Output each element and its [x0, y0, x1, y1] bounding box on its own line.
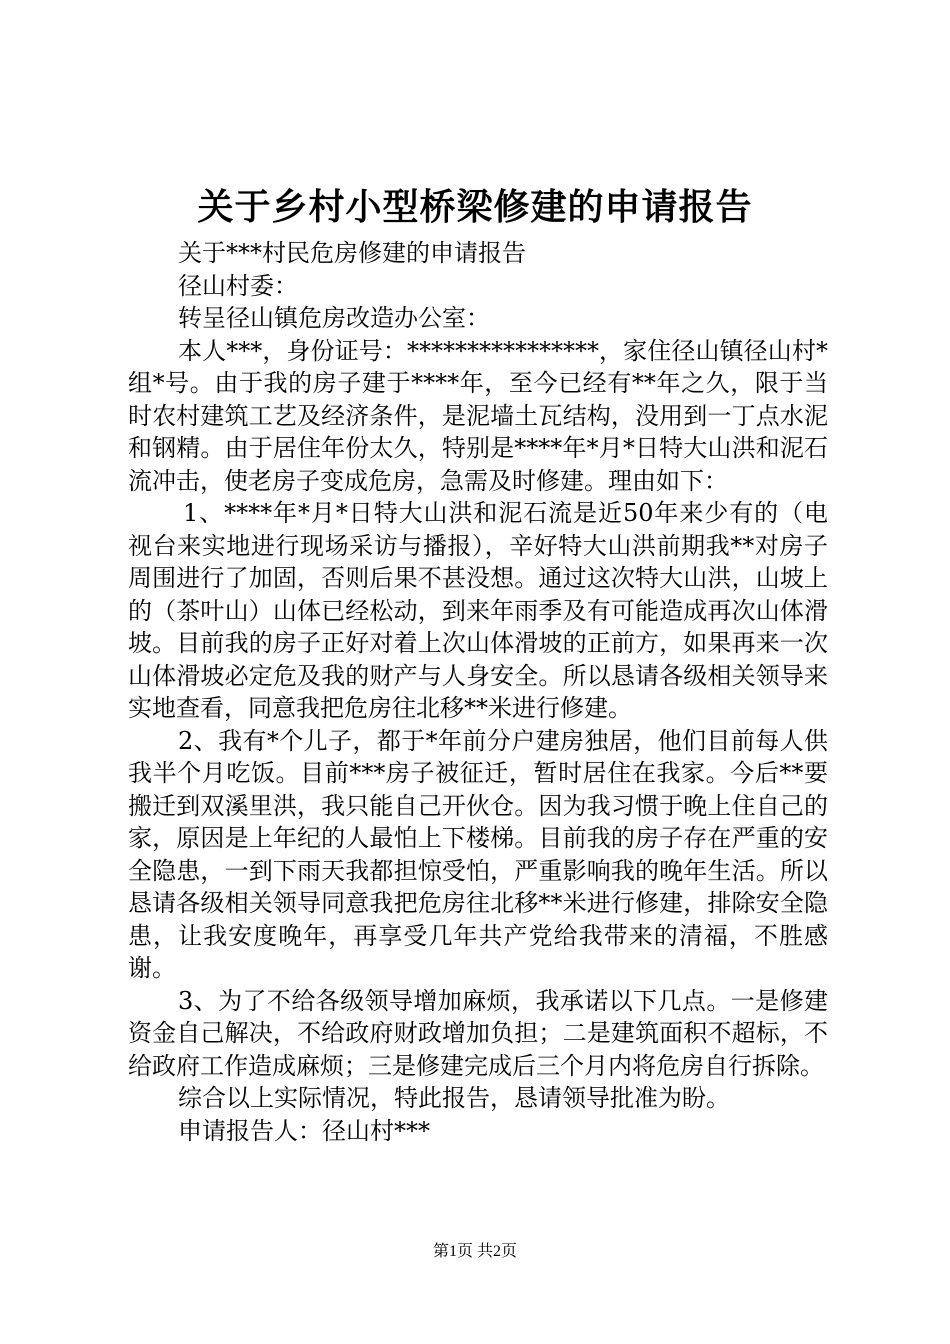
- paragraph-conclusion: 综合以上实际情况，特此报告，恳请领导批准为盼。: [178, 1084, 730, 1112]
- paragraph-recipient-2: 转呈径山镇危房改造办公室：: [178, 304, 490, 332]
- paragraph-reason-3: 3、为了不给各级领导增加麻烦，我承诺以下几点。一是修建资金自己解决，不给政府财政增加负担；二是建筑面积不超标，不给政府工作造成麻烦；三是修建完成后三个月内将危房自行拆除。: [128, 986, 828, 1080]
- page-number: 第1页 共2页: [432, 1243, 517, 1260]
- paragraph-reason-2: 2、我有*个儿子，都于*年前分户建房独居，他们目前每人供我半个月吃饭。目前***房子被征迁，暂时居住在我家。今后**要搬迁到双溪里洪，我只能自己开伙仓。因为我习惯于晚上住自己的家，原因是上年纪的人最怕上下楼梯。目前我的房子存在严重的安全隐患，一到下雨天我都担惊受怕，严重影响我的晚年生活。所以恳请各级相关领导同意我把危房往北移**米进行修建，排除安全隐患，让我安度晚年，再享受几年共产党给我带来的清福，不胜感谢。: [128, 726, 828, 982]
- paragraph-intro: 本人***，身份证号：****************，家住径山镇径山村*组*号。由于我的房子建于****年，至今已经有**年之久，限于当时农村建筑工艺及经济条件，是泥墙土瓦结构，没用到一丁点水泥和钢精。由于居住年份太久，特别是****年*月*日特大山洪和泥石流冲击，使老房子变成危房，急需及时修建。理由如下：: [128, 336, 828, 495]
- paragraph-subject: 关于***村民危房修建的申请报告: [178, 239, 526, 267]
- document-title: 关于乡村小型桥梁修建的申请报告: [197, 187, 753, 228]
- paragraph-signature: 申请报告人：径山村***: [178, 1116, 430, 1145]
- paragraph-recipient-1: 径山村委：: [178, 271, 298, 300]
- document-body: [128, 237, 828, 1147]
- paragraph-reason-1: 1、****年*月*日特大山洪和泥石流是近50年来少有的（电视台来实地进行现场采访与播报），辛好特大山洪前期我**对房子周围进行了加固，否则后果不甚没想。通过这次特大山洪，山坡上的（茶叶山）山体已经松动，到来年雨季及有可能造成再次山体滑坡。目前我的房子正好对着上次山体滑坡的正前方，如果再来一次山体滑坡必定危及我的财产与人身安全。所以恳请各级相关领导来实地查看，同意我把危房往北移**米进行修建。: [128, 499, 828, 722]
